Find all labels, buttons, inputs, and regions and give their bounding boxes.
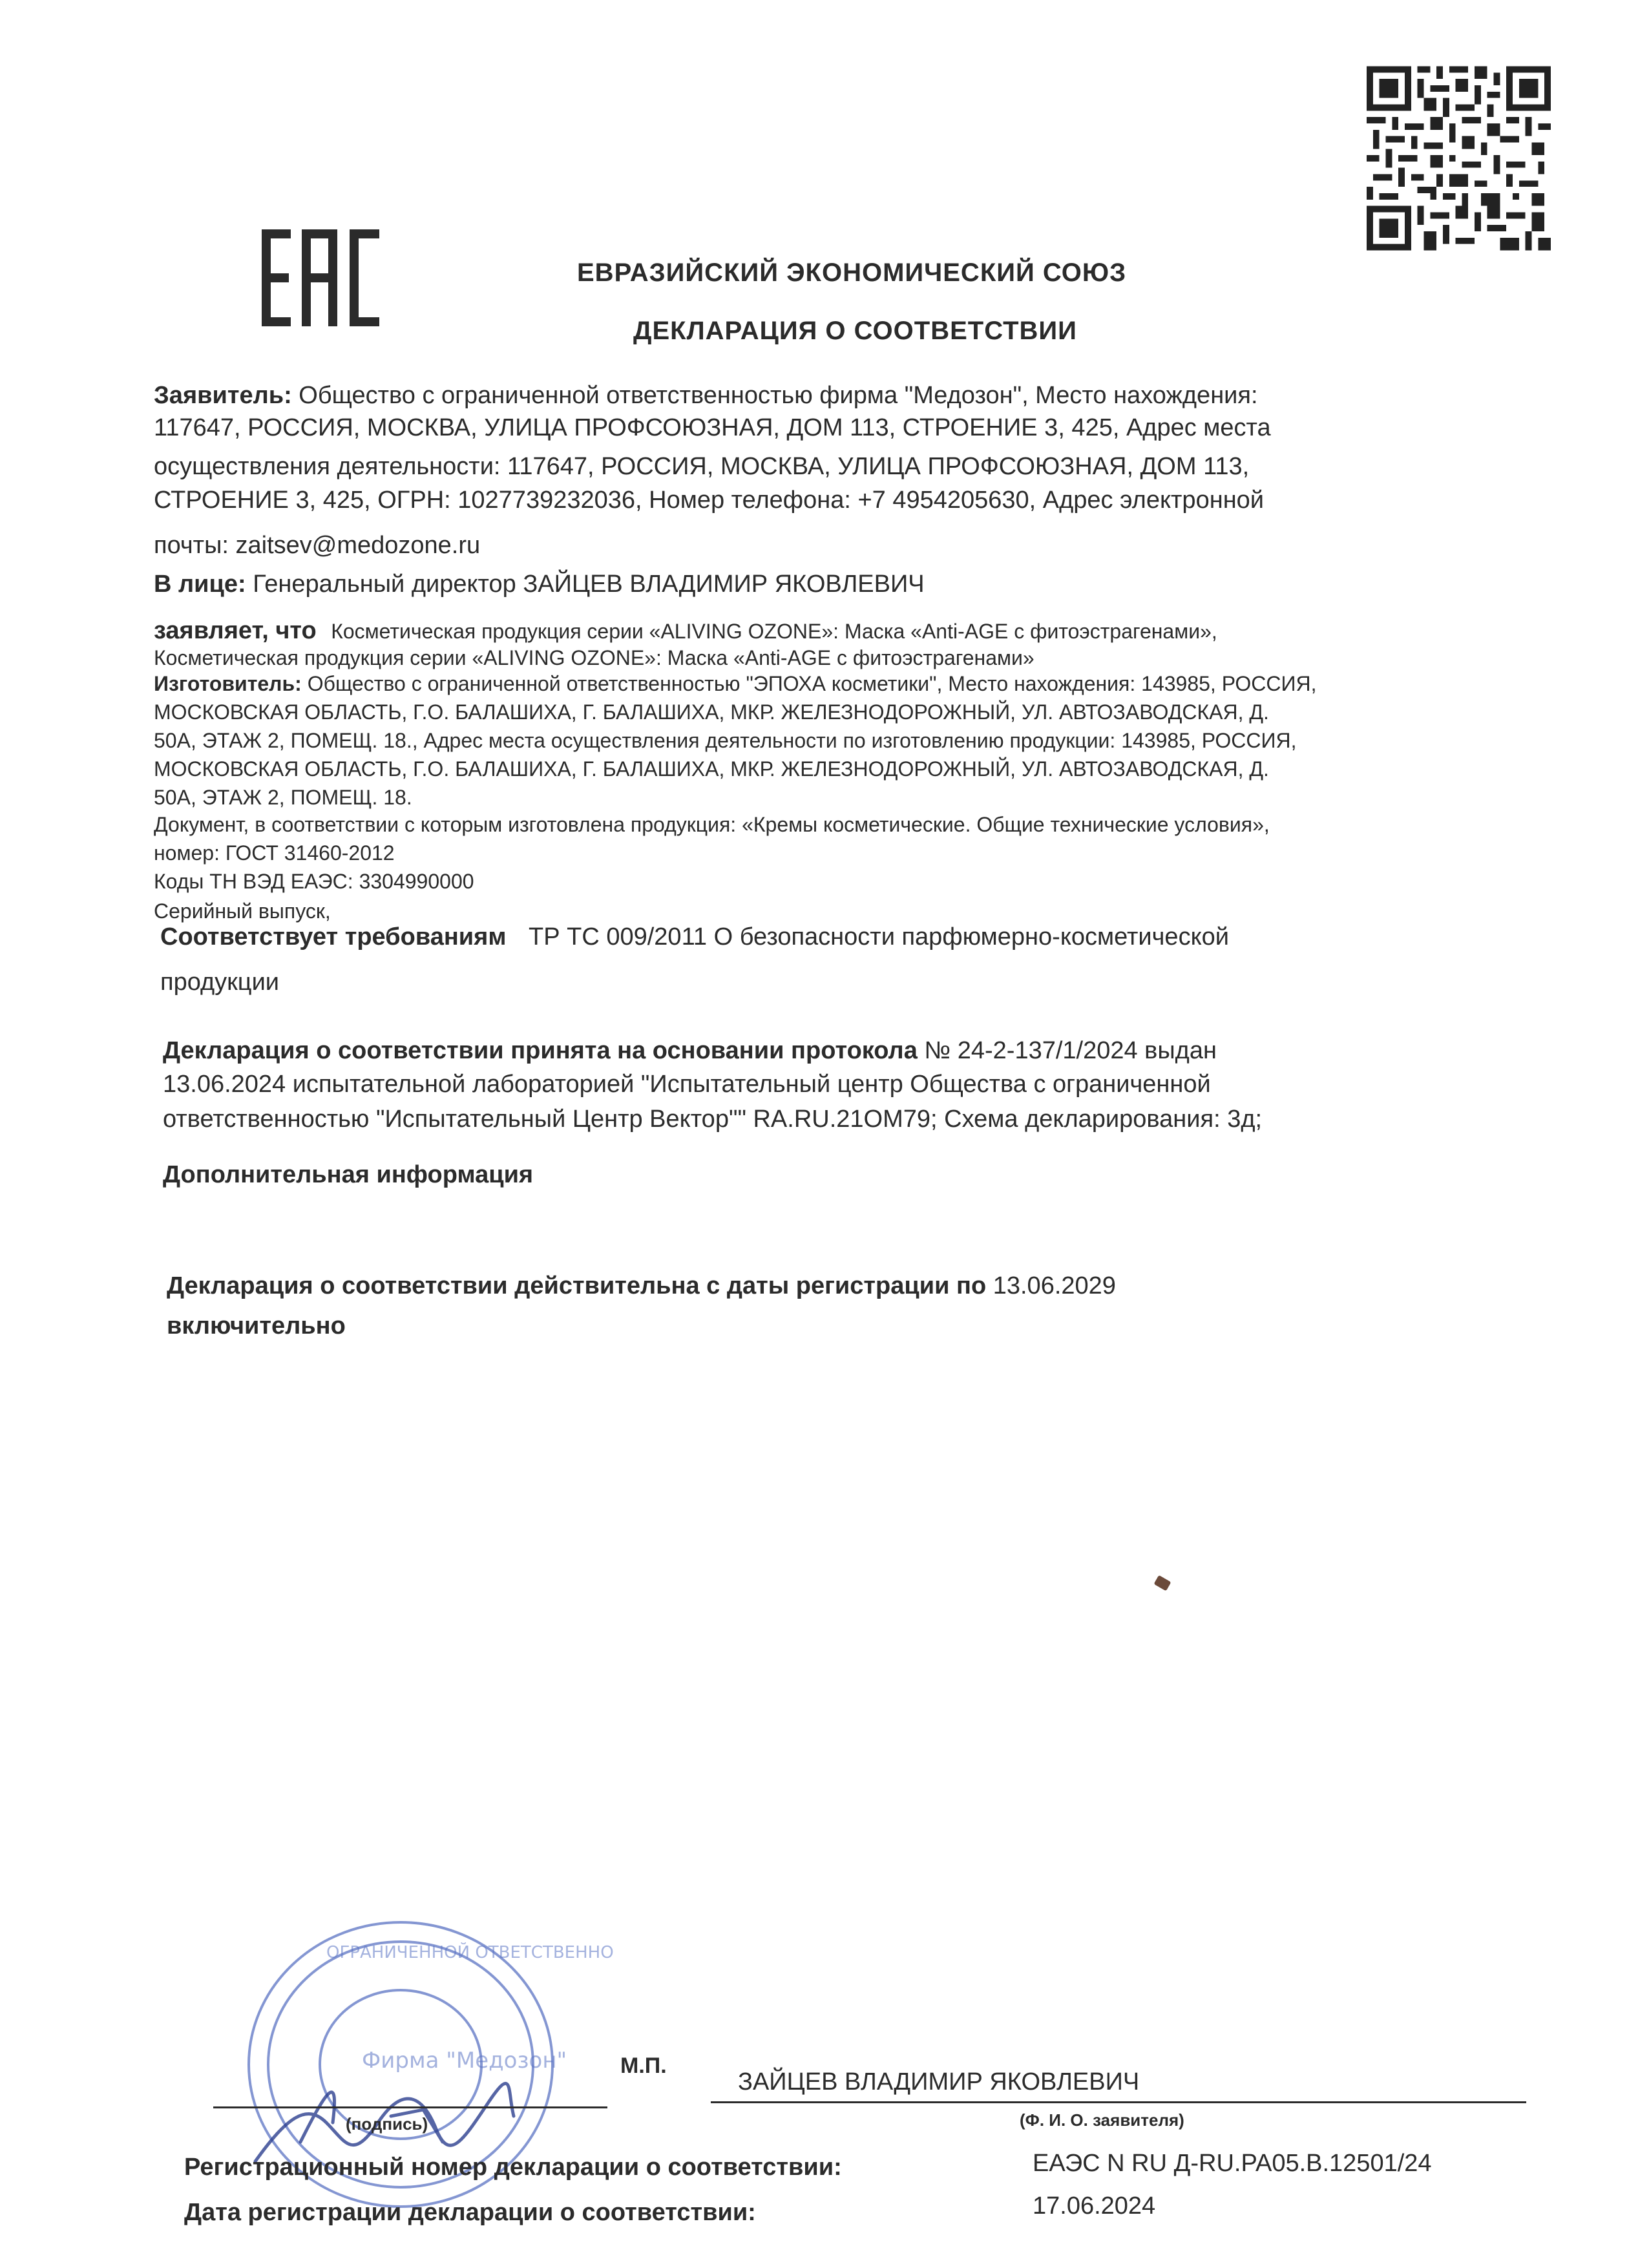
eac-logo [262, 229, 381, 326]
validity-date: 13.06.2029 [993, 1272, 1116, 1299]
document-line-3: Коды ТН ВЭД ЕАЭС: 3304990000 [154, 870, 474, 893]
basis-line-1 [163, 1036, 1217, 1065]
qr-code-icon [1367, 65, 1551, 252]
qr-code [1367, 65, 1551, 255]
requirements-line-1 [160, 923, 1229, 951]
basis-label: Декларация о соответствии принята на основании протокола [163, 1037, 918, 1064]
manufacturer-text: Общество с ограниченной ответственностью "ЭПОХА косметики", Место нахождения: 143985, РОССИЯ, [307, 672, 1317, 695]
applicant-line-2: 117647, РОССИЯ, МОСКВА, УЛИЦА ПРОФСОЮЗНАЯ, ДОМ 113, СТРОЕНИЕ 3, 425, Адрес места [154, 414, 1271, 441]
manufacturer-line-4: МОСКОВСКАЯ ОБЛАСТЬ, Г.О. БАЛАШИХА, Г. БАЛАШИХА, МКР. ЖЕЛЕЗНОДОРОЖНЫЙ, УЛ. АВТОЗАВОДСКАЯ, Д. [154, 757, 1269, 781]
manufacturer-line-1 [154, 672, 1316, 696]
svg-text:Фирма "Медозон": Фирма "Медозон" [362, 2048, 567, 2074]
applicant-text: Общество с ограниченной ответственностью фирма "Медозон", Место нахождения: [299, 382, 1258, 409]
requirements-line-2: продукции [160, 969, 280, 996]
name-caption: (Ф. И. О. заявителя) [1020, 2110, 1184, 2130]
representative-value: Генеральный директор ЗАЙЦЕВ ВЛАДИМИР ЯКОВЛЕВИЧ [253, 571, 925, 598]
manufacturer-line-3: 50А, ЭТАЖ 2, ПОМЕЩ. 18., Адрес места осуществления деятельности по изготовлению продукции: 143985, РОССИЯ, [154, 729, 1297, 752]
manufacturer-line-5: 50А, ЭТАЖ 2, ПОМЕЩ. 18. [154, 786, 412, 809]
document-line-4: Серийный выпуск, [154, 899, 331, 923]
basis-line-2: 13.06.2024 испытательной лабораторией "Испытательный центр Общества с ограниченной [163, 1071, 1211, 1098]
registration-date: 17.06.2024 [1033, 2192, 1156, 2220]
registration-number-label: Регистрационный номер декларации о соответствии: [184, 2154, 842, 2181]
document-title: ДЕКЛАРАЦИЯ О СООТВЕТСТВИИ [633, 317, 1077, 345]
validity-suffix: включительно [167, 1312, 346, 1339]
registration-date-label: Дата регистрации декларации о соответствии: [184, 2199, 756, 2226]
product-line-1: Косметическая продукция серии «ALIVING OZONE»: Маска «Anti-AGE с фитоэстрагенами», [331, 620, 1217, 643]
applicant-label: Заявитель: [154, 382, 292, 409]
eac-logo-mark [262, 229, 381, 326]
additional-info-label: Дополнительная информация [163, 1161, 534, 1188]
requirements-text: ТР ТС 009/2011 О безопасности парфюмерно-косметической [529, 923, 1229, 950]
declares-line-1 [154, 617, 1217, 645]
validity-label: Декларация о соответствии действительна с даты регистрации по [167, 1272, 987, 1299]
applicant-line-3: осуществления деятельности: 117647, РОССИЯ, МОСКВА, УЛИЦА ПРОФСОЮЗНАЯ, ДОМ 113, [154, 453, 1250, 480]
ink-speck [1153, 1575, 1171, 1591]
basis-line-3: ответственностью "Испытательный Центр Вектор"" RA.RU.21ОМ79; Схема декларирования: 3д; [163, 1106, 1263, 1133]
document-line-2: номер: ГОСТ 31460-2012 [154, 841, 395, 865]
applicant-name: ЗАЙЦЕВ ВЛАДИМИР ЯКОВЛЕВИЧ [738, 2068, 1140, 2095]
signature-caption: (подпись) [346, 2114, 428, 2134]
svg-text:ОГРАНИЧЕННОЙ ОТВЕТСТВЕННО: ОГРАНИЧЕННОЙ ОТВЕТСТВЕННО [326, 1943, 614, 1962]
basis-protocol: № 24-2-137/1/2024 выдан [924, 1037, 1217, 1064]
name-line [711, 2101, 1526, 2103]
declares-label: заявляет, что [154, 617, 317, 644]
applicant-line-4: СТРОЕНИЕ 3, 425, ОГРН: 1027739232036, Номер телефона: +7 4954205630, Адрес электронной [154, 487, 1265, 514]
applicant-line-1 [154, 381, 1258, 410]
applicant-line-5: почты: zaitsev@medozone.ru [154, 532, 481, 559]
mp-label: М.П. [620, 2053, 667, 2078]
signature-line [213, 2106, 607, 2108]
representative-label: В лице: [154, 571, 246, 598]
requirements-label: Соответствует требованиям [160, 923, 507, 950]
manufacturer-line-2: МОСКОВСКАЯ ОБЛАСТЬ, Г.О. БАЛАШИХА, Г. БАЛАШИХА, МКР. ЖЕЛЕЗНОДОРОЖНЫЙ, УЛ. АВТОЗАВОДСКАЯ, Д. [154, 700, 1269, 724]
document-line-1: Документ, в соответствии с которым изготовлена продукция: «Кремы косметические. Общие технические условия», [154, 813, 1270, 836]
manufacturer-label: Изготовитель: [154, 672, 302, 695]
product-line-2: Косметическая продукция серии «ALIVING OZONE»: Маска «Anti-AGE с фитоэстрагенами» [154, 646, 1035, 669]
validity-line-1 [167, 1272, 1116, 1300]
union-title: ЕВРАЗИЙСКИЙ ЭКОНОМИЧЕСКИЙ СОЮЗ [577, 258, 1127, 287]
representative-line [154, 570, 925, 598]
registration-number: ЕАЭС N RU Д-RU.PA05.B.12501/24 [1033, 2150, 1432, 2177]
